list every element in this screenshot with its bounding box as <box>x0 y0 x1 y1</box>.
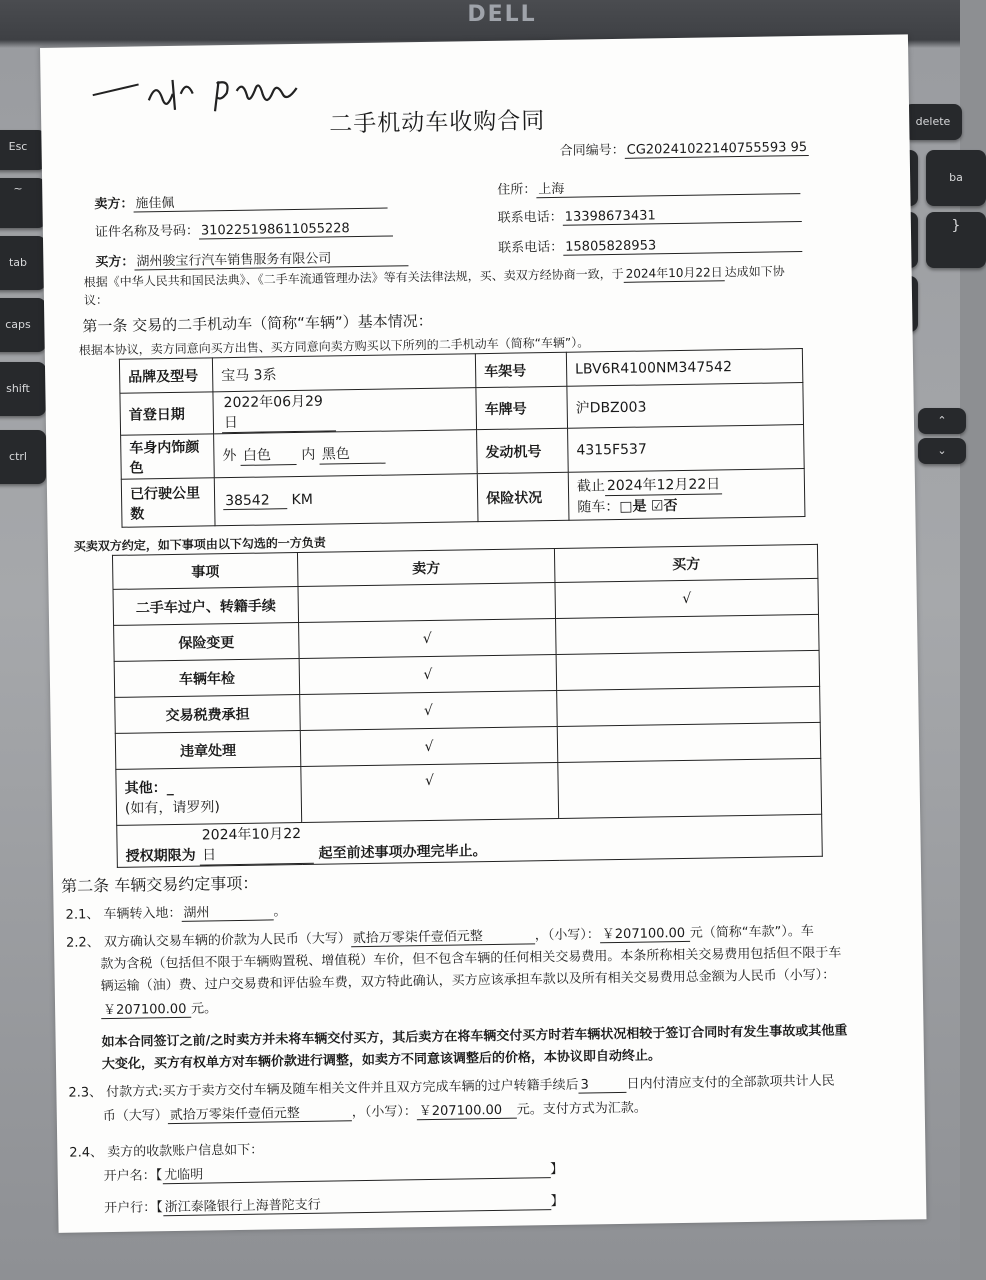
mileage-cell: 38542 KM <box>214 474 478 526</box>
mileage-value: 38542 <box>223 492 287 510</box>
key-shift: shift <box>0 362 46 416</box>
price-upper: 贰拾万零柒仟壹佰元整 <box>351 924 535 947</box>
preamble: 根据《中华人民共和国民法典》、《二手车流通管理办法》等有关法律法规，买、卖双方经协商一致，于 2024年10月22日 达成如下协 <box>83 264 785 290</box>
key-tilde: ~ <box>0 178 46 228</box>
account-name-row: 开户名：【 尤临明 】 <box>104 1158 564 1185</box>
duties-header-item: 事项 <box>112 553 298 590</box>
plate-value: 沪DBZ003 <box>567 383 804 429</box>
buyer-phone-row: 联系电话： 15805828953 <box>498 232 802 257</box>
clause-2-2-line-2: 款为含税（包括但不限于车辆购置税、增值税）车价，但不包含车辆的任何相关交易费用。本条所称相关交易费用包括但不限于车 <box>100 945 842 973</box>
key-ctrl: ctrl <box>0 430 46 484</box>
clause-2-3-line-2: 币（大写） 贰拾万零柒仟壹佰元整 ，（小写）： ￥207100.00 元。支付方式为汇款。 <box>102 1100 647 1125</box>
contract-document <box>40 34 927 1232</box>
price-lower: ￥207100.00 <box>600 922 690 943</box>
engine-value: 4315F537 <box>568 425 805 473</box>
key-arrow-up: ⌃ <box>918 408 966 434</box>
table-row: 二手车过户、转籍手续 √ <box>113 578 818 625</box>
brand-value: 宝马 3系 <box>212 354 476 392</box>
preamble-line-2: 议： <box>83 292 109 308</box>
clause-2-2-total: ￥207100.00 元。 <box>101 997 217 1019</box>
other-label: 其他：_ (如有，请罗列) <box>116 766 302 825</box>
buyer-phone: 15805828953 <box>563 236 802 256</box>
key-caps: caps <box>0 298 46 352</box>
clause-2-3-line-1: 2.3、 付款方式:买方于卖方交付车辆及随车相关文件并且双方完成车辆的过户转籍手续后 3 日内付清应支付的全部款项共计人民 <box>68 1073 835 1101</box>
id-number: 310225198611055228 <box>199 220 393 239</box>
seller-phone: 13398673431 <box>563 206 802 226</box>
color-label: 车身内饰颜 色 <box>121 434 215 479</box>
color-cell: 外 白色 内 黑色 <box>214 430 478 478</box>
account-bank: 浙江泰隆银行上海普陀支行 <box>163 1190 551 1216</box>
vin-label: 车架号 <box>475 352 567 387</box>
key-brace-right: } <box>926 212 986 268</box>
id-row: 证件名称及号码： 310225198611055228 <box>95 216 393 241</box>
exterior-color: 白色 <box>241 444 297 466</box>
no-checkbox: ☑ <box>650 498 664 515</box>
contract-title: 二手机动车收购合同 <box>329 108 546 138</box>
deadline-row: 授权期限为 2024年10月22日 起至前述事项办理完毕止。 <box>117 814 823 867</box>
table-row: 保险变更 √ <box>114 614 819 661</box>
duties-header-buyer: 买方 <box>554 544 818 582</box>
mileage-label: 已行驶公里 数 <box>121 478 215 527</box>
insurance-label: 保险状况 <box>477 472 569 521</box>
payment-days: 3 <box>578 1077 626 1094</box>
seller-row: 卖方： 施佳佩 <box>94 189 387 214</box>
total-amount: ￥207100.00 <box>101 998 191 1019</box>
duties-header-seller: 卖方 <box>297 548 555 586</box>
address-row: 住所： 上海 <box>497 174 800 199</box>
deadline-date: 2024年10月22日 <box>200 823 315 866</box>
vehicle-info-table <box>119 348 806 528</box>
key-ba: ba <box>926 150 986 206</box>
engine-label: 发动机号 <box>477 428 569 473</box>
dell-logo: DELL <box>467 2 537 27</box>
plate-label: 车牌号 <box>476 386 568 429</box>
table-row: 违章处理 √ <box>115 722 820 769</box>
transfer-destination: 湖州 <box>181 900 273 921</box>
payment-lower: ￥207100.00 <box>417 1099 517 1121</box>
insurance-cell: 截止 2024年12月22日 随车：□是 ☑否 <box>568 469 805 521</box>
article-2-title: 第二条 车辆交易约定事项： <box>61 873 259 896</box>
insurance-until: 2024年12月22日 <box>605 473 723 496</box>
account-bank-row: 开户行：【 浙江泰隆银行上海普陀支行 】 <box>104 1190 564 1217</box>
article-1-title: 第一条 交易的二手机动车（简称“车辆”）基本情况： <box>82 311 433 336</box>
first-reg-cell <box>213 388 477 434</box>
contract-number: 合同编号： CG20241022140755593 95 <box>560 136 810 160</box>
first-reg-value: 2022年06月29日 <box>221 390 336 433</box>
price-adjust-line-2: 大变化，买方有权单方对车辆价款进行调整，如卖方不同意该调整后的价格，本协议即自动终止。 <box>101 1048 662 1073</box>
buyer-row: 买方： 湖州骏宝行汽车销售服务有限公司 <box>95 246 408 271</box>
clause-2-4: 2.4、 卖方的收款账户信息如下： <box>69 1142 264 1161</box>
other-seller-tick: √ <box>301 762 559 822</box>
account-name: 尤临明 <box>162 1158 550 1184</box>
key-esc: Esc <box>0 130 46 170</box>
key-delete: delete <box>904 104 962 140</box>
clause-2-1: 2.1、 车辆转入地： 湖州 。 <box>65 900 286 923</box>
address-value: 上海 <box>536 174 800 198</box>
seller-name: 施佳佩 <box>133 189 387 213</box>
clause-2-2-line-1: 2.2、 双方确认交易车辆的价款为人民币（大写） 贰拾万零柒仟壹佰元整 ，（小写）： ￥207100.00 元（简称“车款”）。车 <box>66 920 814 952</box>
key-arrow-down: ⌄ <box>918 438 966 464</box>
preamble-date: 2024年10月22日 <box>623 263 724 283</box>
duties-intro: 买卖双方约定，如下事项由以下勾选的一方负责 <box>73 535 326 554</box>
vin-value: LBV6R4100NM347542 <box>566 349 803 387</box>
article-1-intro: 根据本协议，卖方同意向买方出售、买方同意向卖方购买以下所列的二手机动车（简称“车辆”）。 <box>78 335 590 358</box>
contract-number-value: CG20241022140755593 95 <box>625 140 810 159</box>
interior-color: 黑色 <box>320 443 386 465</box>
table-row: 交易税费承担 √ <box>115 686 820 733</box>
first-reg-label: 首登日期 <box>120 392 214 435</box>
price-adjust-line-1: 如本合同签订之前/之时卖方并未将车辆交付买方，其后卖方在将车辆交付买方时若车辆状况相较于签订合同时有发生事故或其他重 <box>101 1023 848 1051</box>
brand-label: 品牌及型号 <box>119 358 213 393</box>
clause-2-2-line-3: 辆运输（油）费、过户交易费和评估验车费，双方特此确认，买方应该承担车款以及所有相关交易费用总金额为人民币（小写）： <box>100 967 836 995</box>
seller-phone-row: 联系电话： 13398673431 <box>498 202 802 227</box>
key-tab: tab <box>0 236 46 290</box>
buyer-name: 湖州骏宝行汽车销售服务有限公司 <box>134 246 408 270</box>
handwritten-signature <box>90 70 311 128</box>
duties-table <box>112 544 823 868</box>
signature-scribble <box>90 70 311 121</box>
table-row: 车辆年检 √ <box>114 650 819 697</box>
yes-checkbox: □ <box>619 498 633 515</box>
payment-upper: 贰拾万零柒仟壹佰元整 <box>168 1101 352 1124</box>
